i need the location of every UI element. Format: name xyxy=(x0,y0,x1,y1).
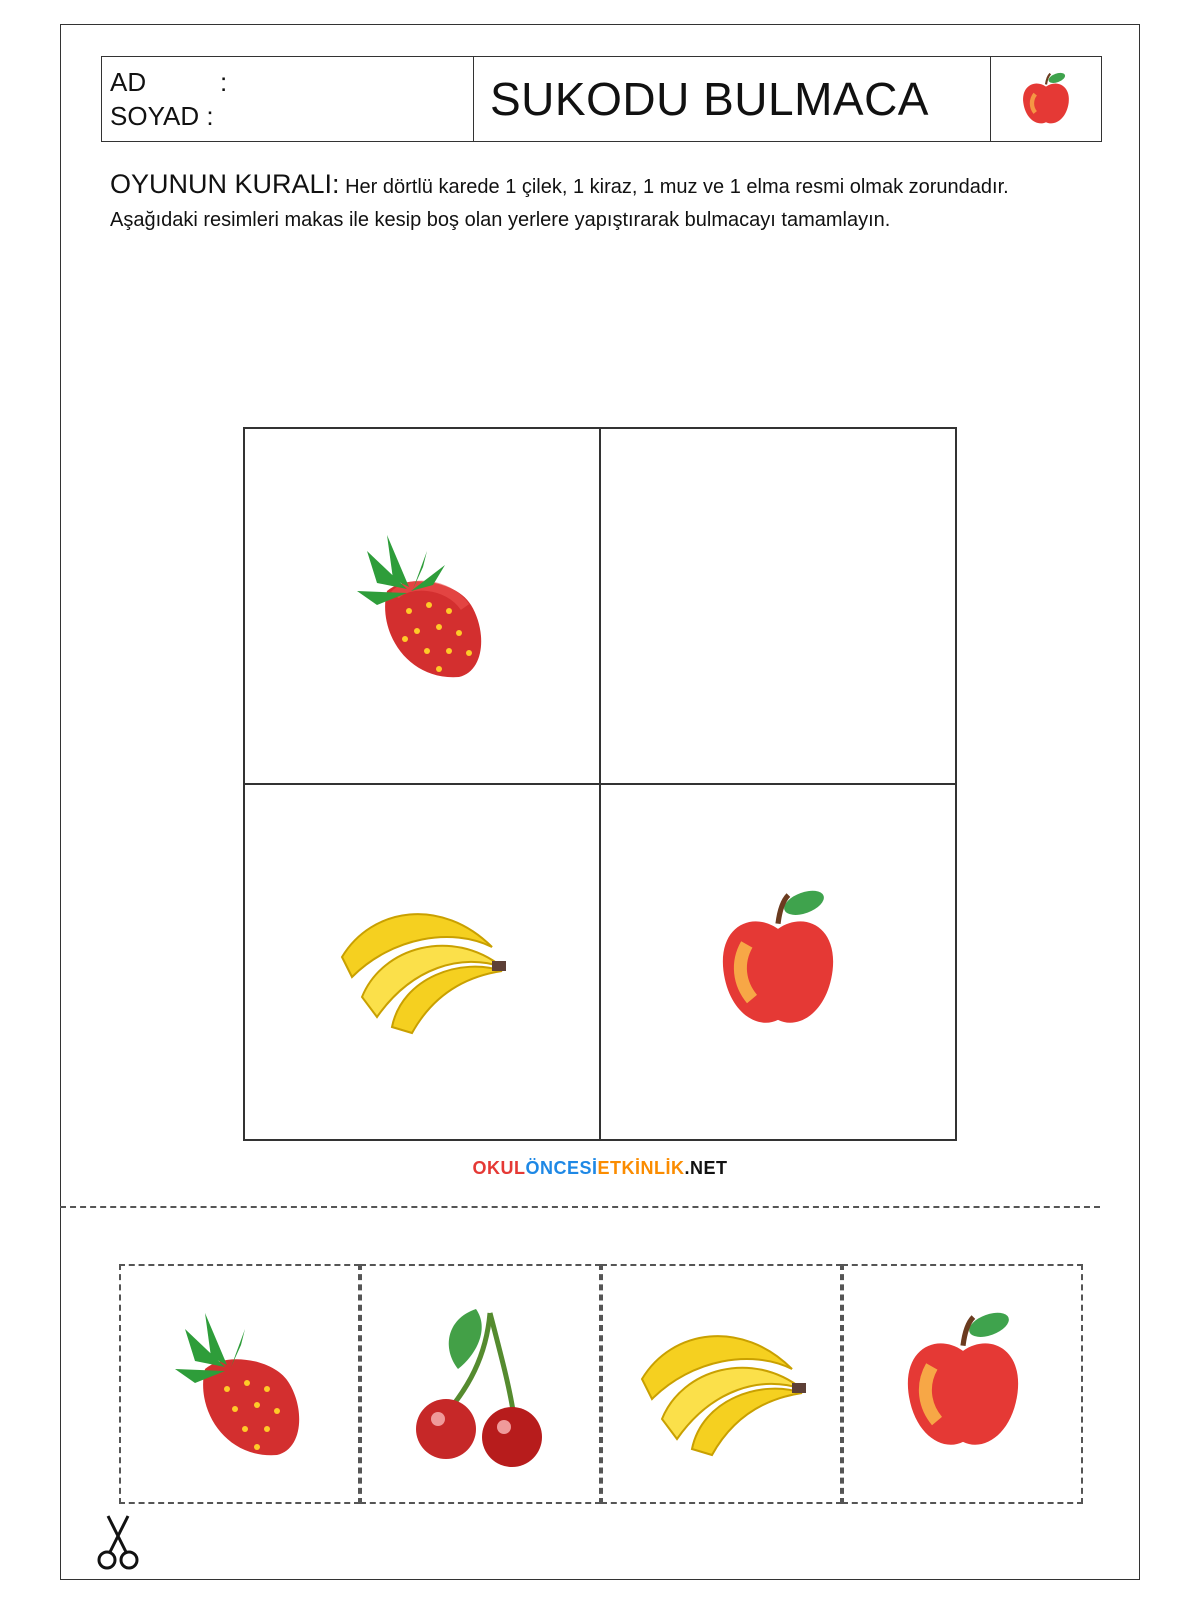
page-title: SUKODU BULMACA xyxy=(474,57,991,141)
name-colon: : xyxy=(220,67,228,97)
grid-cell-strawberry xyxy=(244,428,600,784)
surname-label: SOYAD xyxy=(110,101,200,131)
cutout-row xyxy=(119,1264,1083,1504)
grid-cell-banana xyxy=(244,784,600,1140)
name-section xyxy=(102,57,474,141)
watermark-part: OKUL xyxy=(472,1158,526,1178)
cutout-strawberry[interactable] xyxy=(119,1264,360,1504)
name-field[interactable] xyxy=(110,67,228,98)
header-table xyxy=(101,56,1102,142)
surname-field[interactable] xyxy=(110,101,214,132)
site-watermark xyxy=(0,1158,1200,1179)
cut-line xyxy=(60,1206,1100,1208)
cutout-cherry[interactable] xyxy=(360,1264,601,1504)
apple-icon xyxy=(713,887,843,1037)
banana-icon xyxy=(632,1309,812,1459)
rules-body: Her dörtlü karede 1 çilek, 1 kiraz, 1 muz ve 1 elma resmi olmak zorundadır. Aşağıdaki resimleri makas ile kesip boş olan yerlere yapıştırarak bulmacayı tamamlayın. xyxy=(110,176,1009,231)
watermark-part: .NET xyxy=(684,1158,728,1178)
puzzle-grid xyxy=(243,427,957,1141)
apple-icon xyxy=(898,1304,1028,1464)
cutout-apple[interactable] xyxy=(842,1264,1083,1504)
scissors-icon xyxy=(96,1512,140,1577)
name-label: AD xyxy=(110,67,147,97)
surname-colon: : xyxy=(206,101,214,131)
apple-icon xyxy=(1019,67,1073,131)
header-apple xyxy=(991,57,1101,141)
grid-cell-apple xyxy=(600,784,956,1140)
rules-text xyxy=(110,168,1010,237)
watermark-part: ÖNCESİ xyxy=(525,1158,598,1178)
cherry-icon xyxy=(406,1299,556,1469)
grid-cell-empty[interactable] xyxy=(600,428,956,784)
cutout-banana[interactable] xyxy=(601,1264,842,1504)
watermark-part: ETKİNLİK xyxy=(597,1158,685,1178)
strawberry-icon xyxy=(347,521,497,691)
banana-icon xyxy=(332,887,512,1037)
rules-heading: OYUNUN KURALI: xyxy=(110,169,340,199)
strawberry-icon xyxy=(165,1299,315,1469)
